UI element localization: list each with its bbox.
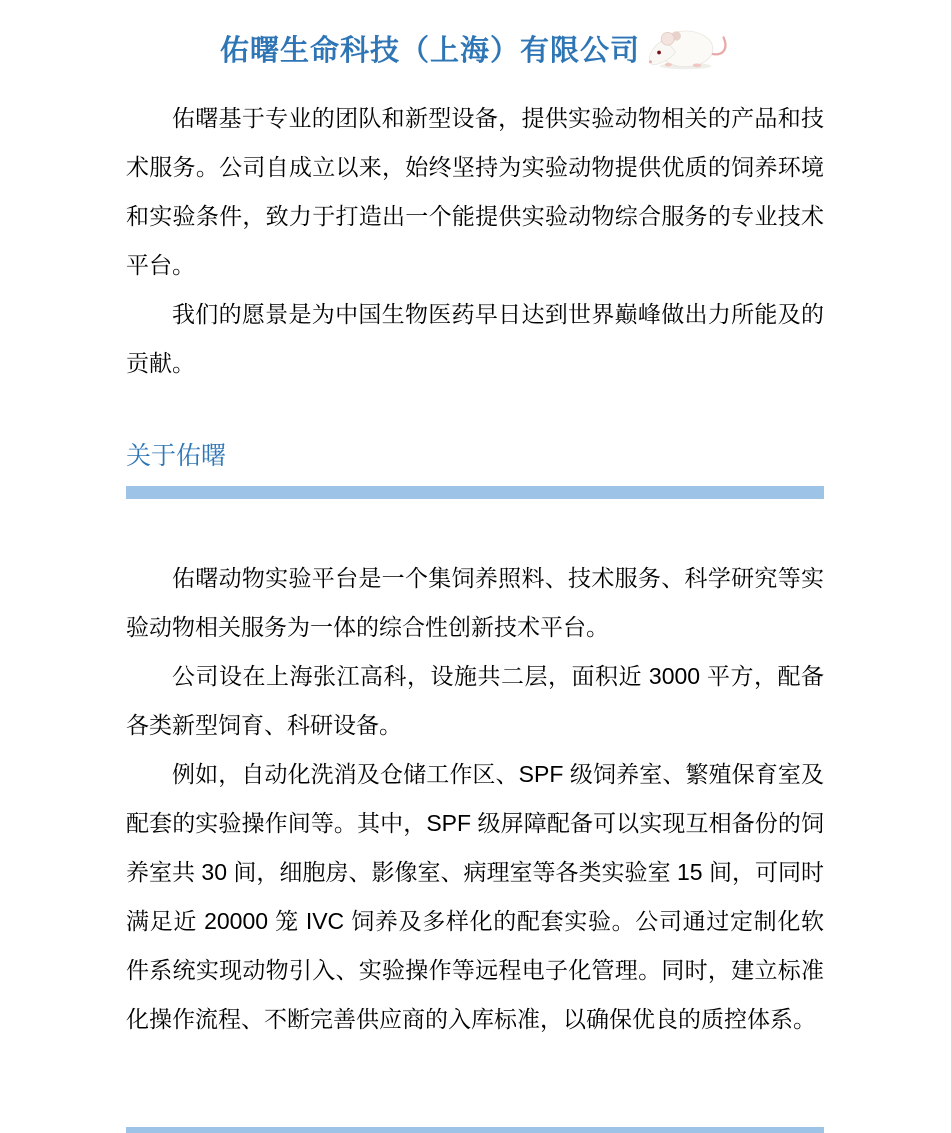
about-paragraph: 例如，自动化洗消及仓储工作区、SPF 级饲养室、繁殖保育室及配套的实验操作间等。其中，SPF 级屏障配备可以实现互相备份的饲养室共 30 间，细胞房、影像室、病理室等各类实验室 15 间，可同时满足近 20000 笼 IVC 饲养及多样化的配套实验。公司通过定制化软件系统实现动物引入、实验操作等远程电子化管理。同时，建立标准化操作流程、不断完善供应商的入库标准，以确保优良的质控体系。 (126, 761, 824, 1032)
white-mouse-photo-icon (644, 16, 730, 76)
intro-paragraph: 佑曙基于专业的团队和新型设备，提供实验动物相关的产品和技术服务。公司自成立以来，始终坚持为实验动物提供优质的饲养环境和实验条件，致力于打造出一个能提供实验动物综合服务的专业技术平台。 (126, 105, 824, 278)
next-section-divider-bar (126, 1127, 824, 1133)
about-section (126, 554, 824, 1044)
document-content (126, 0, 824, 1044)
page-title: 佑曙生命科技（上海）有限公司 (219, 34, 640, 67)
about-paragraph: 公司设在上海张江高科，设施共二层，面积近 3000 平方，配备各类新型饲育、科研设备。 (126, 663, 824, 738)
title-row (126, 0, 824, 80)
intro-paragraph: 我们的愿景是为中国生物医药早日达到世界巅峰做出力所能及的贡献。 (126, 301, 824, 376)
about-paragraph: 佑曙动物实验平台是一个集饲养照料、技术服务、科学研究等实验动物相关服务为一体的综合性创新技术平台。 (126, 565, 824, 640)
about-section-heading: 关于佑曙 (126, 442, 227, 470)
intro-section (126, 94, 824, 388)
section-divider-bar (126, 486, 824, 499)
